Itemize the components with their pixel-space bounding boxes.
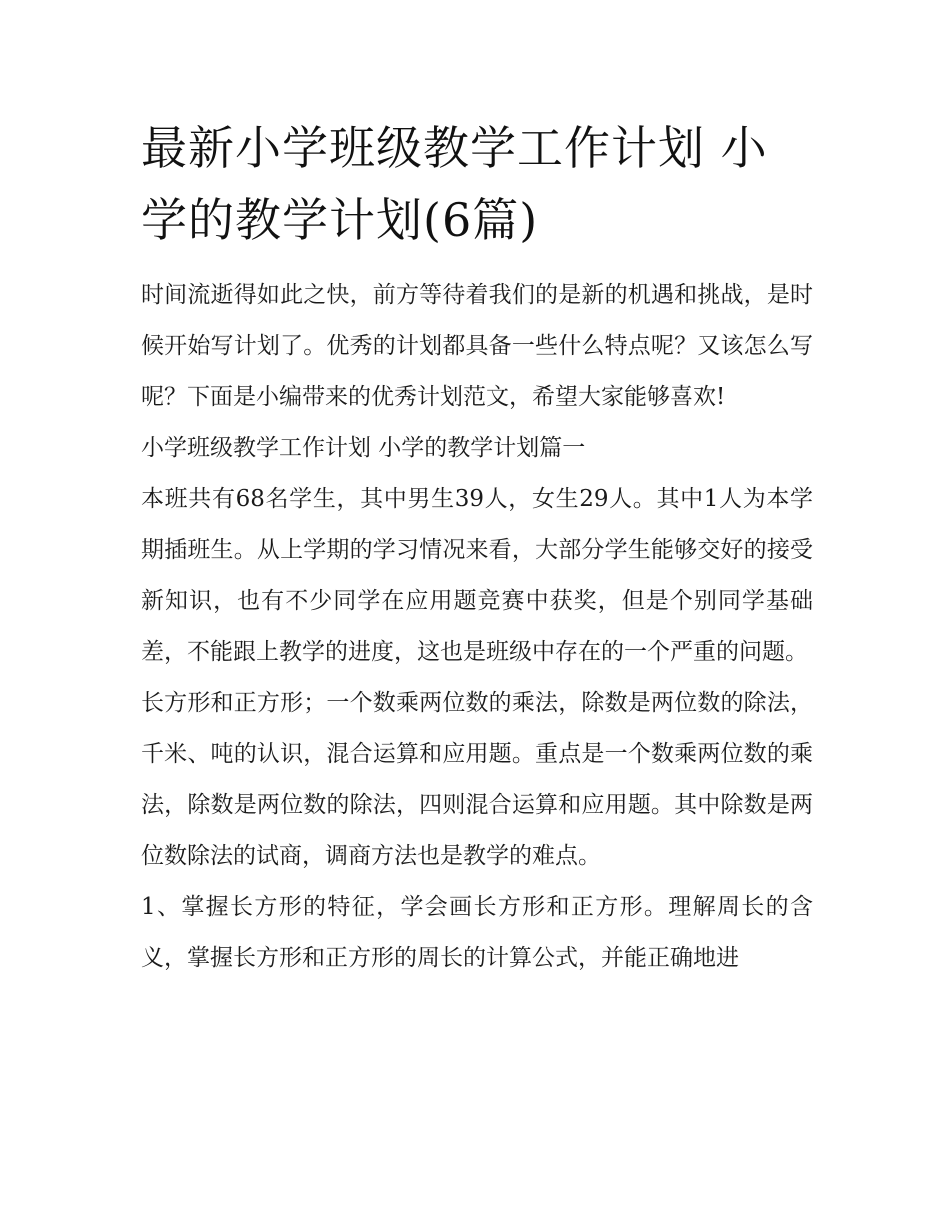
teaching-goal-paragraph: 1、掌握长方形的特征，学会画长方形和正方形。理解周长的含义，掌握长方形和正方形的周长的计算公式，并能正确地进 bbox=[141, 894, 813, 971]
document-content bbox=[141, 112, 813, 984]
intro-paragraph: 时间流逝得如此之快，前方等待着我们的是新的机遇和挑战，是时候开始写计划了。优秀的计划都具备一些什么特点呢？又该怎么写呢？下面是小编带来的优秀计划范文，希望大家能够喜欢! bbox=[141, 282, 813, 410]
document-body bbox=[141, 270, 813, 984]
teaching-content-paragraph: 长方形和正方形；一个数乘两位数的乘法，除数是两位数的除法，千米、吨的认识，混合运算和应用题。重点是一个数乘两位数的乘法，除数是两位数的除法，四则混合运算和应用题。其中除数是两位数除法的试商，调商方法也是教学的难点。 bbox=[141, 690, 813, 869]
document-title: 最新小学班级教学工作计划 小学的教学计划(6篇) bbox=[141, 121, 768, 247]
class-situation-paragraph: 本班共有68名学生，其中男生39人，女生29人。其中1人为本学期插班生。从上学期的学习情况来看，大部分学生能够交好的接受新知识，也有不少同学在应用题竞赛中获奖，但是个别同学基础差，不能跟上教学的进度，这也是班级中存在的一个严重的问题。 bbox=[141, 486, 813, 665]
section-heading: 小学班级教学工作计划 小学的教学计划篇一 bbox=[141, 435, 586, 461]
